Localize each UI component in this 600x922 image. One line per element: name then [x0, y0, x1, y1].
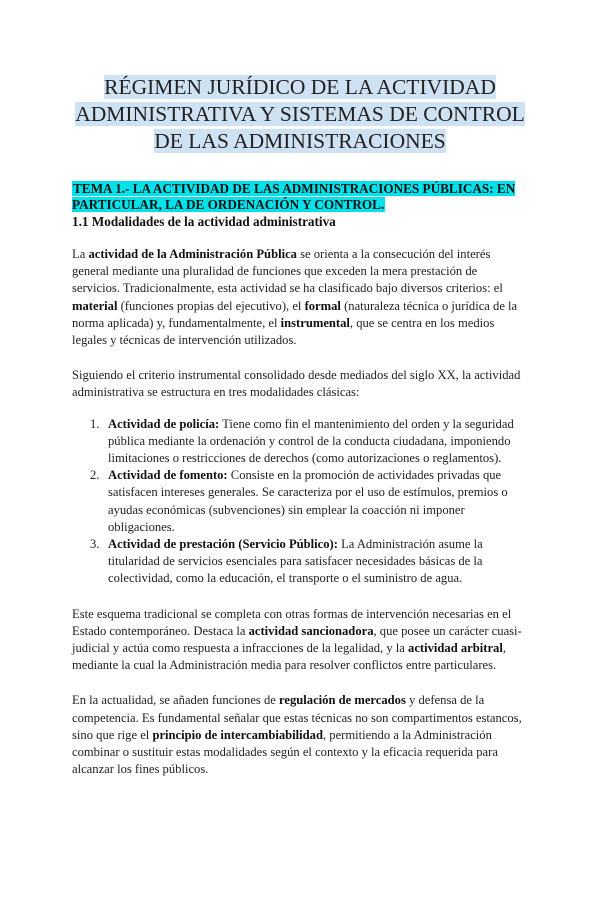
text-run: , que se centra en los medios legales y técnicas de intervención utilizados.: [72, 315, 495, 348]
paragraph-modalities-intro: Siguiendo el criterio instrumental consolidado desde mediados del siglo XX, la actividad administrativa se estructura en tres modalidades clásicas:: [72, 368, 521, 400]
text-run: La: [72, 247, 89, 261]
text-run: , mediante la cual la Administración media para resolver conflictos entre particulares.: [72, 641, 507, 673]
list-item: [72, 467, 528, 536]
list-item-label: Actividad de policía:: [108, 416, 220, 431]
document-title-text: RÉGIMEN JURÍDICO DE LA ACTIVIDAD ADMINISTRATIVA Y SISTEMAS DE CONTROL DE LAS ADMINISTRACIONES: [75, 75, 525, 153]
list-item-text: Consiste en la promoción de actividades privadas que satisfacen intereses generales. Se caracteriza por el uso de estímulos, premios o ayudas económicas (subvenciones) sin emplear la coacción ni imponer obligaciones.: [108, 468, 508, 534]
bold-term: instrumental: [280, 315, 350, 330]
list-item-text: La Administración asume la titularidad de servicios esenciales para satisfacer necesidades básicas de la colectividad, como la educación, el transporte o el suministro de agua.: [108, 537, 483, 586]
list-number: 1.: [90, 416, 100, 431]
text-run: , permitiendo a la Administración combinar o sustituir estas modalidades según el contexto y la eficacia requerida para alcanzar los fines públicos.: [72, 727, 498, 777]
bold-term: actividad sancionadora: [248, 623, 374, 638]
document-title: [72, 74, 528, 155]
text-run: , que posee un carácter cuasi-judicial y actúa como respuesta a infracciones de la legalidad, y la: [72, 623, 522, 656]
list-item: [72, 416, 528, 468]
text-run: Este esquema tradicional se completa con otras formas de intervención necesarias en el Estado contemporáneo. Destaca la: [72, 606, 512, 638]
bold-term: material: [72, 298, 118, 313]
topic-heading: [72, 181, 528, 213]
list-number: 3.: [90, 537, 100, 552]
bold-term: actividad de la Administración Pública: [88, 247, 297, 261]
bold-term: actividad arbitral: [408, 641, 503, 656]
text-run: En la actualidad, se añaden funciones de: [72, 693, 280, 708]
list-item-text: Tiene como fin el mantenimiento del orden y la seguridad pública mediante la ordenación y control de la conducta ciudadana, imponiendo limitaciones o restricciones de derechos (como autorizaciones o reglamentos).: [108, 416, 514, 466]
bold-term: principio de intercambiabilidad: [152, 727, 323, 742]
paragraph-intro: [72, 246, 528, 349]
bold-term: formal: [304, 298, 341, 313]
modalities-list: [72, 416, 528, 588]
bold-term: regulación de mercados: [279, 693, 406, 708]
list-item: [72, 536, 528, 588]
topic-heading-text: TEMA 1.- LA ACTIVIDAD DE LAS ADMINISTRACIONES PÚBLICAS: EN PARTICULAR, LA DE ORDENACIÓN Y CONTROL.: [72, 181, 516, 212]
document-page: [0, 74, 600, 922]
list-number: 2.: [90, 468, 100, 483]
text-run: (naturaleza técnica o jurídica de la norma aplicada) y, fundamentalmente, el: [72, 298, 518, 330]
text-run: (funciones propias del ejecutivo), el: [117, 298, 305, 313]
section-heading: 1.1 Modalidades de la actividad administrativa: [72, 214, 336, 229]
text-run: se orienta a la consecución del interés general mediante una pluralidad de funciones que exceden la mera prestación de servicios. Tradicionalmente, esta actividad se ha clasificado bajo diversos criterios: el: [72, 247, 503, 296]
list-item-label: Actividad de fomento:: [108, 468, 228, 483]
list-item-label: Actividad de prestación (Servicio Público):: [108, 537, 338, 552]
text-run: y defensa de la competencia. Es fundamental señalar que estas técnicas no son compartimentos estancos, sino que rige el: [72, 693, 522, 742]
paragraph-current-functions: [72, 692, 528, 778]
paragraph-additional-forms: [72, 606, 528, 675]
